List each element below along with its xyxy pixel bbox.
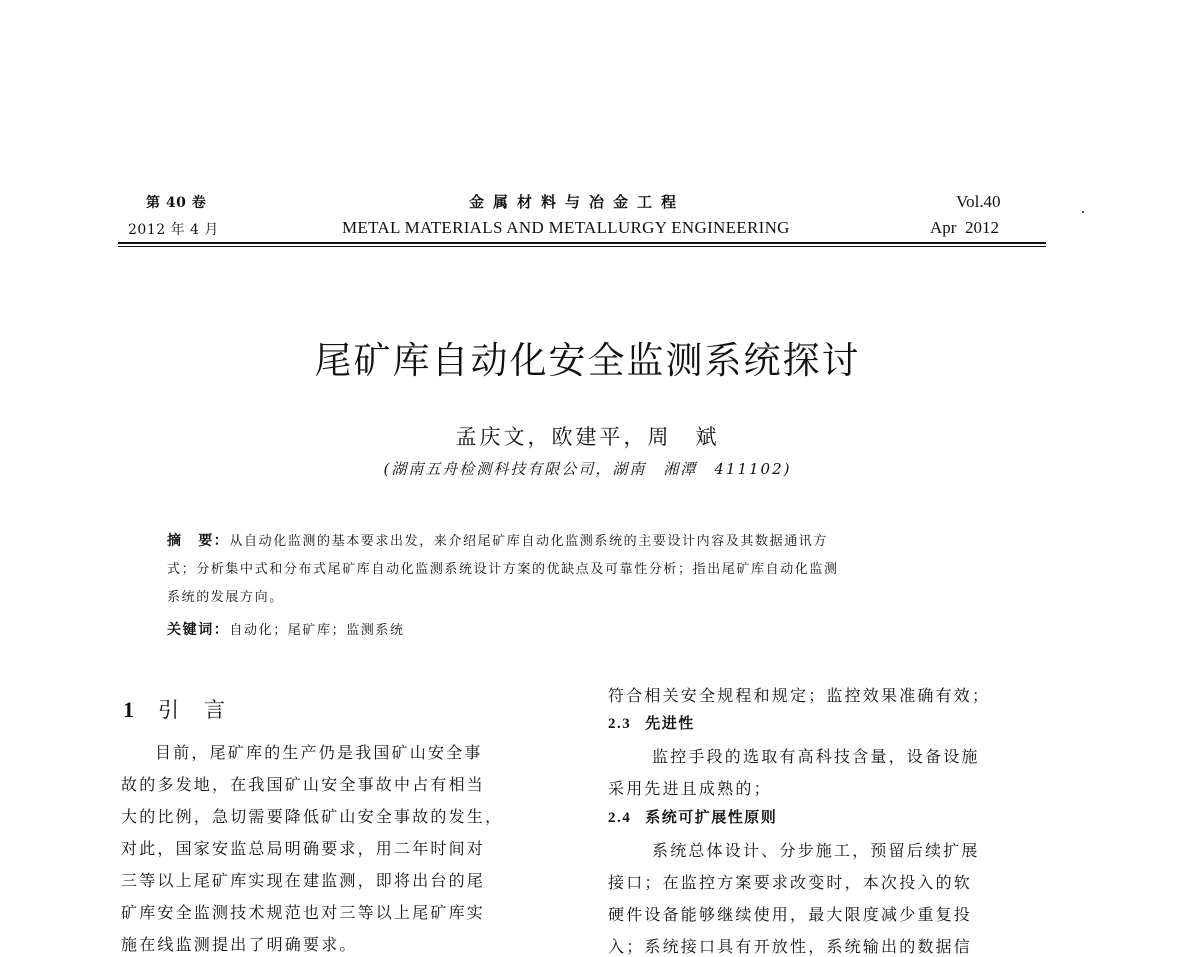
journal-title-cn: 金属材料与冶金工程 — [469, 193, 686, 211]
section-number: 1 — [123, 697, 136, 722]
date-en: Apr 2012 — [930, 218, 999, 237]
header-rule-thin — [118, 246, 1046, 247]
sub-2-4-line-3: 硬件设备能够继续使用，最大限度减少重复投 — [608, 905, 973, 924]
section-heading-introduction — [123, 694, 227, 724]
abstract-line-1 — [167, 530, 828, 550]
subsection-number-2-4: 2.4 — [608, 810, 632, 826]
keywords-label: 关键词： — [167, 622, 230, 638]
sub-2-4-line-1: 系统总体设计、分步施工，预留后续扩展 — [652, 841, 980, 860]
abstract-text-1: 从自动化监测的基本要求出发，来介绍尾矿库自动化监测系统的主要设计内容及其数据通讯方 — [229, 534, 829, 549]
subsection-heading-2-4 — [608, 806, 777, 827]
keywords-text: 自动化；尾矿库；监测系统 — [229, 623, 405, 638]
intro-line-4: 对此，国家安监总局明确要求，用二年时间对 — [121, 839, 486, 858]
volume-cn: 第 40 卷 — [146, 195, 207, 211]
header-rule-thick — [118, 242, 1046, 244]
abstract-label: 摘 要： — [167, 533, 230, 549]
sub-2-3-line-2: 采用先进且成熟的； — [608, 779, 772, 798]
sub-2-4-line-2: 接口；在监控方案要求改变时，本次投入的软 — [608, 873, 973, 892]
subsection-title-2-4: 系统可扩展性原则 — [645, 808, 778, 826]
abstract-line-3: 系统的发展方向。 — [167, 590, 284, 605]
intro-line-2: 故的多发地，在我国矿山安全事故中占有相当 — [121, 775, 486, 794]
subsection-heading-2-3 — [608, 712, 695, 733]
intro-line-3: 大的比例，急切需要降低矿山安全事故的发生， — [121, 807, 504, 826]
affiliation: (湖南五舟检测科技有限公司，湖南 湘潭 411102) — [383, 460, 792, 478]
intro-line-6: 矿库安全监测技术规范也对三等以上尾矿库实 — [121, 903, 486, 922]
scan-speck — [1082, 211, 1084, 213]
author-list: 孟庆文，欧建平，周 斌 — [455, 425, 720, 449]
intro-line-7: 施在线监测提出了明确要求。 — [121, 935, 358, 954]
sub-2-3-line-1: 监控手段的选取有高科技含量，设备设施 — [652, 747, 980, 766]
right-line-top: 符合相关安全规程和规定；监控效果准确有效； — [608, 686, 991, 705]
sub-2-4-line-4: 入；系统接口具有开放性，系统输出的数据信 — [608, 937, 973, 956]
journal-title-en: METAL MATERIALS AND METALLURGY ENGINEERING — [342, 218, 790, 237]
intro-line-1: 目前，尾矿库的生产仍是我国矿山安全事 — [155, 743, 483, 762]
volume-en: Vol.40 — [956, 192, 1001, 211]
date-cn: 2012 年 4 月 — [128, 222, 219, 238]
subsection-number-2-3: 2.3 — [608, 716, 632, 732]
intro-line-5: 三等以上尾矿库实现在建监测，即将出台的尾 — [121, 871, 486, 890]
subsection-title-2-3: 先进性 — [645, 714, 695, 732]
paper-title: 尾矿库自动化安全监测系统探讨 — [314, 339, 861, 382]
section-title: 引 言 — [158, 698, 227, 722]
keywords-line — [167, 619, 405, 639]
abstract-line-2: 式；分析集中式和分布式尾矿库自动化监测系统设计方案的优缺点及可靠性分析；指出尾矿库自动化监测 — [167, 562, 839, 577]
